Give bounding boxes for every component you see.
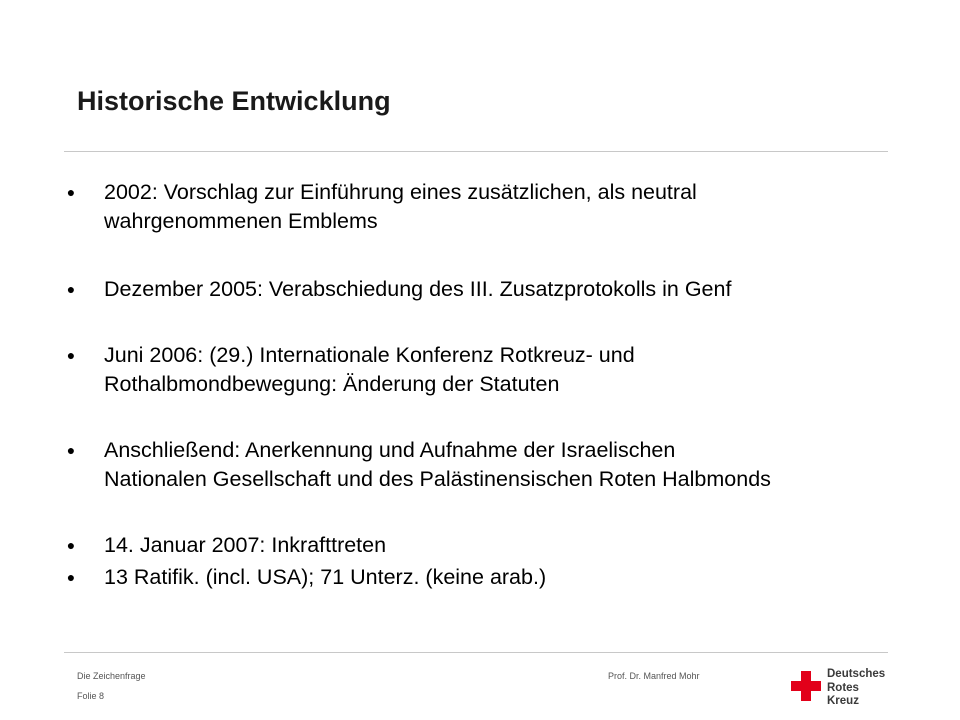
bullet-text xyxy=(104,341,954,399)
bullet-line: Juni 2006: (29.) Internationale Konferenz Rotkreuz- und xyxy=(104,343,635,367)
bullet-text xyxy=(104,563,954,592)
footer-slide-number: Folie 8 xyxy=(77,691,105,701)
bullet-line: Dezember 2005: Verabschiedung des III. Zusatzprotokolls in Genf xyxy=(104,277,732,301)
bullet-line: Anschließend: Anerkennung und Aufnahme der Israelischen xyxy=(104,438,676,462)
bullet-dot-icon: ● xyxy=(66,569,76,585)
bullet-dot-icon: ● xyxy=(66,537,76,553)
footer-author: Prof. Dr. Manfred Mohr xyxy=(608,671,700,681)
drk-logo xyxy=(791,668,891,712)
slide-title: Historische Entwicklung xyxy=(77,86,391,116)
bullet-line: 14. Januar 2007: Inkrafttreten xyxy=(104,533,387,557)
bullet-dot-icon: ● xyxy=(66,347,76,363)
footer-topic: Die Zeichenfrage xyxy=(77,671,146,681)
bullet-text xyxy=(104,178,954,236)
bullet-dot-icon: ● xyxy=(66,442,76,458)
bullet-dot-icon: ● xyxy=(66,184,76,200)
bullet-dot-icon: ● xyxy=(66,281,76,297)
bullet-line: Rothalbmondbewegung: Änderung der Statuten xyxy=(104,372,560,396)
logo-line: Rotes xyxy=(827,681,859,694)
bullet-text xyxy=(104,436,954,494)
logo-line: Deutsches xyxy=(827,668,886,680)
bullet-line: wahrgenommenen Emblems xyxy=(104,209,378,233)
bullet-line: 2002: Vorschlag zur Einführung eines zusätzlichen, als neutral xyxy=(104,180,697,204)
bullet-line: Nationalen Gesellschaft und des Palästinensischen Roten Halbmonds xyxy=(104,467,771,491)
bullet-text xyxy=(104,531,954,560)
logo-line: Kreuz xyxy=(827,695,859,707)
footer-divider xyxy=(64,652,888,653)
bullet-line: 13 Ratifik. (incl. USA); 71 Unterz. (keine arab.) xyxy=(104,565,547,589)
bullet-text xyxy=(104,275,954,304)
logo-wordmark xyxy=(827,668,891,709)
red-cross-icon xyxy=(791,671,821,701)
